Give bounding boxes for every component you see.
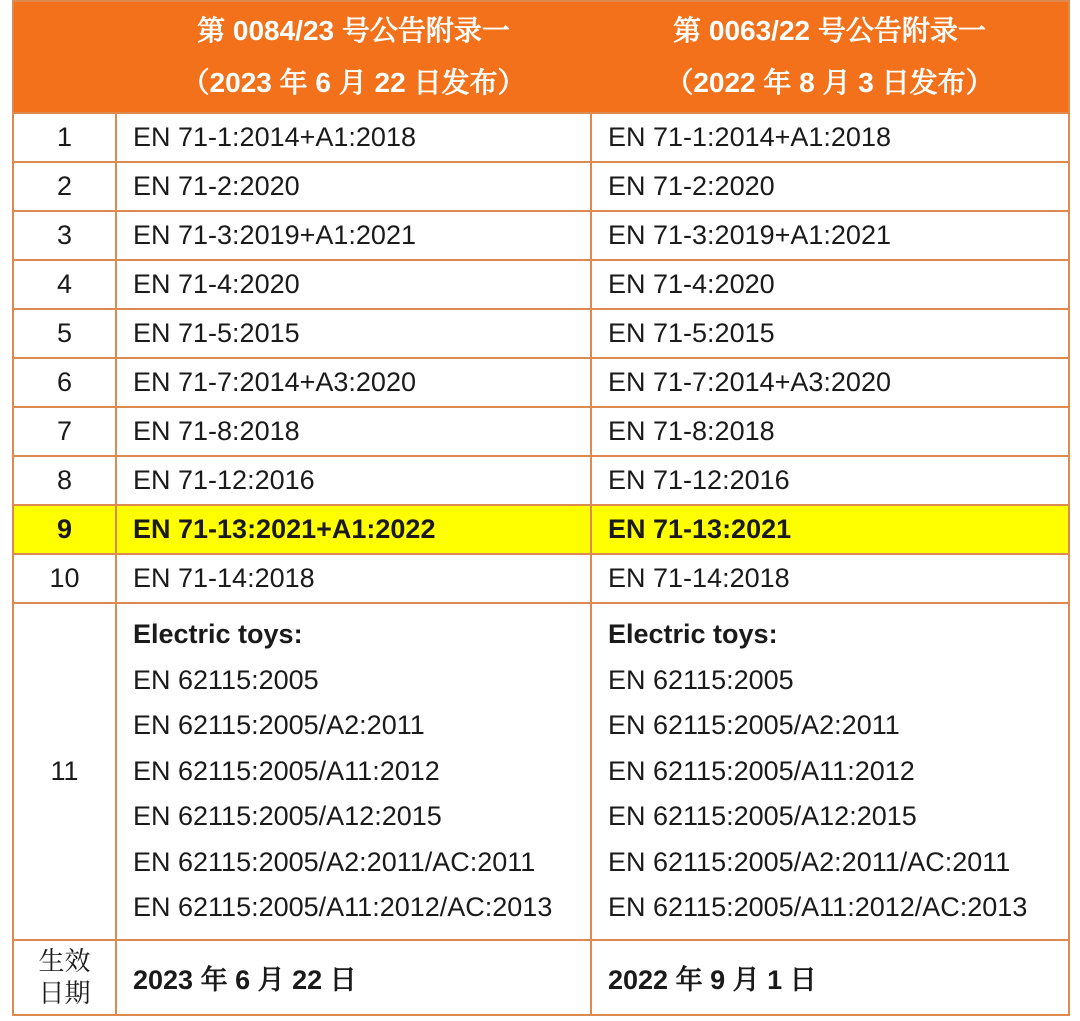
table-row-5 <box>13 309 1069 358</box>
row-number: 9 <box>13 505 116 554</box>
standard-2023: EN 71-4:2020 <box>116 260 591 309</box>
electric-toys-standards-2023 <box>116 603 591 940</box>
standard-line: EN 62115:2005/A12:2015 <box>608 801 917 831</box>
header-corner-cell <box>13 1 116 113</box>
standard-line: EN 62115:2005 <box>608 664 794 695</box>
standard-2023: EN 71-2:2020 <box>116 162 591 211</box>
standard-line: EN 62115:2005/A2:2011/AC:2011 <box>608 846 1011 877</box>
standard-2022: EN 71-8:2018 <box>591 407 1069 456</box>
standard-2022: EN 71-7:2014+A3:2020 <box>591 358 1069 407</box>
standard-2022: EN 71-2:2020 <box>591 162 1069 211</box>
standard-line: EN 62115:2005/A2:2011/AC:2011 <box>133 846 536 877</box>
header-0084-title: 第 0084/23 号公告附录一 <box>197 15 510 46</box>
table-row-9-highlighted <box>13 505 1069 554</box>
standard-2023: EN 71-8:2018 <box>116 407 591 456</box>
standard-2023: EN 71-5:2015 <box>116 309 591 358</box>
standard-2023: EN 71-7:2014+A3:2020 <box>116 358 591 407</box>
standard-line: EN 62115:2005/A11:2012 <box>133 755 440 786</box>
effective-date-2022: 2022 年 9 月 1 日 <box>591 940 1069 1015</box>
standard-line: EN 62115:2005 <box>133 664 319 695</box>
standard-2022: EN 71-4:2020 <box>591 260 1069 309</box>
standard-line: EN 62115:2005/A2:2011 <box>608 710 900 740</box>
standard-line: Electric toys: <box>608 619 778 649</box>
standard-2023: EN 71-14:2018 <box>116 554 591 603</box>
header-0063-title: 第 0063/22 号公告附录一 <box>673 15 986 46</box>
standard-2023: EN 71-12:2016 <box>116 456 591 505</box>
table-row-10 <box>13 554 1069 603</box>
standard-line: Electric toys: <box>133 619 303 649</box>
standard-line: EN 62115:2005/A11:2012/AC:2013 <box>608 892 1028 922</box>
standard-2022: EN 71-3:2019+A1:2021 <box>591 211 1069 260</box>
table-row-11 <box>13 603 1069 940</box>
table-row-6 <box>13 358 1069 407</box>
standard-2022: EN 71-13:2021 <box>591 505 1069 554</box>
row-number: 7 <box>13 407 116 456</box>
row-number: 11 <box>13 603 116 940</box>
effective-date-label <box>13 940 116 1015</box>
row-number: 5 <box>13 309 116 358</box>
effective-date-row <box>13 940 1069 1015</box>
standard-2022: EN 71-5:2015 <box>591 309 1069 358</box>
row-number: 3 <box>13 211 116 260</box>
table-row-8 <box>13 456 1069 505</box>
row-number: 8 <box>13 456 116 505</box>
effective-date-2023: 2023 年 6 月 22 日 <box>116 940 591 1015</box>
row-number: 10 <box>13 554 116 603</box>
header-0063-date: （2022 年 8 月 3 日发布） <box>665 67 994 98</box>
row-number: 6 <box>13 358 116 407</box>
table-row-3 <box>13 211 1069 260</box>
standard-line: EN 62115:2005/A11:2012 <box>608 755 915 786</box>
table-header-row <box>13 1 1069 113</box>
standard-line: EN 62115:2005/A2:2011 <box>133 710 425 740</box>
effective-date-label-text: 生效日期 <box>38 946 91 1008</box>
standard-line: EN 62115:2005/A11:2012/AC:2013 <box>133 892 553 922</box>
standard-2023: EN 71-3:2019+A1:2021 <box>116 211 591 260</box>
standard-2022: EN 71-14:2018 <box>591 554 1069 603</box>
electric-toys-standards-2022 <box>591 603 1069 940</box>
table-row-4 <box>13 260 1069 309</box>
header-col-0063-22 <box>591 1 1069 113</box>
standards-comparison-table <box>12 0 1070 1016</box>
standard-2022: EN 71-12:2016 <box>591 456 1069 505</box>
header-0084-date: （2023 年 6 月 22 日发布） <box>181 67 526 98</box>
standard-2023: EN 71-1:2014+A1:2018 <box>116 113 591 162</box>
standard-2022: EN 71-1:2014+A1:2018 <box>591 113 1069 162</box>
row-number: 2 <box>13 162 116 211</box>
standard-line: EN 62115:2005/A12:2015 <box>133 801 442 831</box>
row-number: 1 <box>13 113 116 162</box>
table-row-1 <box>13 113 1069 162</box>
standard-2023: EN 71-13:2021+A1:2022 <box>116 505 591 554</box>
table-row-2 <box>13 162 1069 211</box>
row-number: 4 <box>13 260 116 309</box>
table-row-7 <box>13 407 1069 456</box>
header-col-0084-23 <box>116 1 591 113</box>
